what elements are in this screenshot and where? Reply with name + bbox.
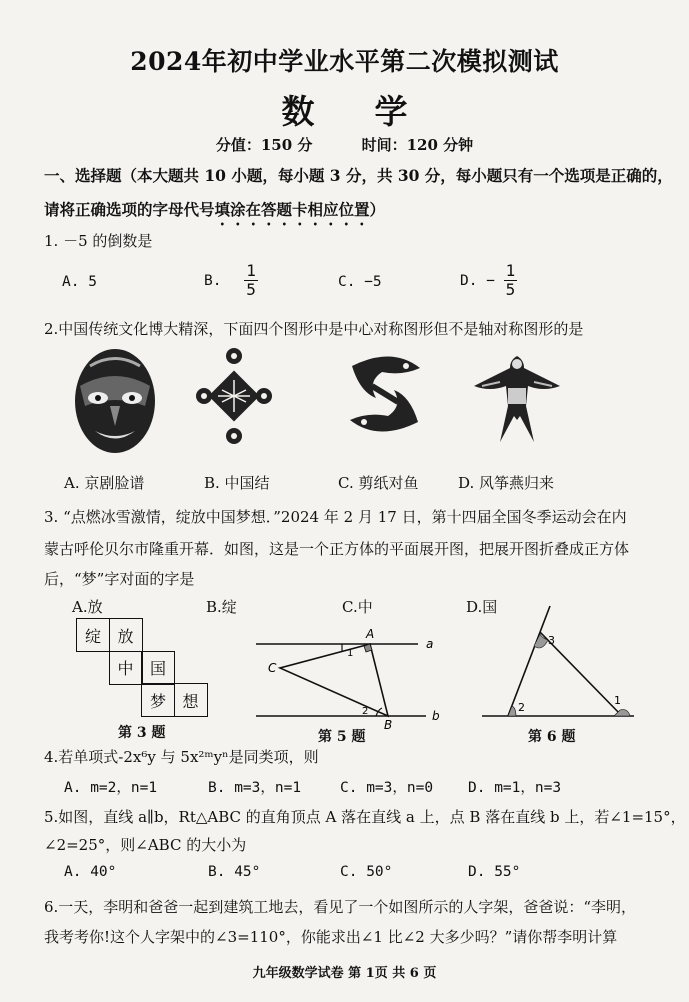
net-cell-fang: 放 xyxy=(109,618,143,652)
q3-option-c: C.中 xyxy=(342,598,373,616)
q2-option-a: A. 京剧脸谱 xyxy=(64,474,145,492)
q1-option-a: A. 5 xyxy=(62,274,97,290)
section-heading-dotted: 填涂在答题卡相应位置 xyxy=(214,200,370,219)
q2-option-d: D. 风筝燕归来 xyxy=(458,474,555,492)
fig6-diagram xyxy=(478,604,648,722)
q5-option-a: A. 40° xyxy=(64,864,117,880)
q4-option-c: C. m=3，n=0 xyxy=(340,780,434,796)
q1-option-b-numerator: 1 xyxy=(246,261,256,280)
fig5-label-B: B xyxy=(384,718,393,732)
page-footer: 九年级数学试卷 第 1页 共 6 页 xyxy=(252,966,437,981)
paper-cut-fish-image xyxy=(342,346,428,442)
q1-option-c: C. −5 xyxy=(338,274,382,290)
q4-option-d: D. m=1，n=3 xyxy=(468,780,562,796)
q1-stem: 1. －5 的倒数是 xyxy=(44,232,153,250)
q1-option-d-fraction xyxy=(504,262,518,300)
net-cell-zhan: 绽 xyxy=(76,618,110,652)
section-heading-post: ） xyxy=(369,200,386,219)
q2-stem: 2.中国传统文化博大精深，下面四个图形中是中心对称图形但不是轴对称图形的是 xyxy=(44,320,584,338)
q5-line2: ∠2=25°，则∠ABC 的大小为 xyxy=(44,836,247,854)
q1-option-b-fraction xyxy=(244,262,258,300)
subject-title: 数学 xyxy=(281,92,468,131)
chinese-knot-image xyxy=(196,346,272,446)
net-cell-xiang: 想 xyxy=(174,683,208,717)
swallow-kite-image xyxy=(470,346,564,446)
q4-stem: 4.若单项式-2x⁶y 与 5x²ᵐyⁿ是同类项，则 xyxy=(44,748,319,766)
section-heading-pre: 请将正确选项的字母代号 xyxy=(44,200,215,219)
net-cell-zhong: 中 xyxy=(109,651,143,685)
q3-line2: 蒙古呼伦贝尔市隆重开幕．如图，这是一个正方体的平面展开图，把展开图折叠成正方体 xyxy=(44,540,630,558)
time-label: 时间：120 分钟 xyxy=(361,136,474,154)
exam-title: 2024年初中学业水平第二次模拟测试 xyxy=(130,47,559,76)
q1-option-d-denominator: 5 xyxy=(505,280,516,300)
score-label: 分值：150 分 xyxy=(215,136,313,154)
q3-option-d: D.国 xyxy=(466,598,498,616)
net-cell-meng: 梦 xyxy=(141,683,175,717)
fig5-diagram xyxy=(250,622,450,732)
fig3-caption: 第 3 题 xyxy=(118,725,166,741)
q1-option-d-numerator: 1 xyxy=(505,261,516,280)
fig6-caption: 第 6 题 xyxy=(528,729,576,745)
section-heading-line1: 一、选择题（本大题共 10 小题，每小题 3 分，共 30 分，每小题只有一个选项是正确的， xyxy=(44,166,673,185)
exam-meta xyxy=(0,134,689,155)
q2-option-b: B. 中国结 xyxy=(204,474,270,492)
q1-option-d-prefix: D. − xyxy=(460,272,495,289)
fig5-label-C: C xyxy=(268,661,277,675)
fig6-label-2: 2 xyxy=(518,701,525,714)
q6-line2: 我考考你!这个人字架中的∠3=110°，你能求出∠1 比∠2 大多少吗？”请你帮李明计算 xyxy=(44,928,618,946)
q5-option-c: C. 50° xyxy=(340,864,393,880)
q3-line1: 3. “点燃冰雪激情，绽放中国梦想．”2024 年 2 月 17 日，第十四届全国冬季运动会在内 xyxy=(44,508,627,526)
q5-option-d: D. 55° xyxy=(468,864,521,880)
section-heading-line2 xyxy=(44,198,385,229)
fig5-label-2: 2 xyxy=(362,706,369,717)
q3-line3: 后，“梦”字对面的字是 xyxy=(44,570,195,588)
q2-option-c: C. 剪纸对鱼 xyxy=(338,474,419,492)
q3-option-a: A.放 xyxy=(72,598,103,616)
fig5-label-a: a xyxy=(426,637,434,651)
q4-option-a: A. m=2，n=1 xyxy=(64,780,158,796)
q1-option-b-denominator: 5 xyxy=(246,280,256,300)
fig5-label-b: b xyxy=(432,709,440,723)
opera-mask-image xyxy=(70,346,160,456)
q3-option-b: B.绽 xyxy=(206,598,237,616)
fig5-label-1: 1 xyxy=(347,648,354,659)
q1-option-b xyxy=(204,262,258,300)
q6-line1: 6.一天，李明和爸爸一起到建筑工地去，看见了一个如图所示的人字架，爸爸说：“李明， xyxy=(44,898,636,916)
fig5-caption: 第 5 题 xyxy=(318,729,366,745)
q4-option-b: B. m=3，n=1 xyxy=(208,780,302,796)
q5-line1: 5.如图，直线 a∥b，Rt△ABC 的直角顶点 A 落在直线 a 上，点 B 落在直线 b 上，若∠1=15°， xyxy=(44,808,686,826)
fig6-label-3: 3 xyxy=(548,634,555,647)
q1-option-b-prefix: B. xyxy=(204,272,222,289)
fig5-label-A: A xyxy=(366,627,375,641)
q1-option-d xyxy=(460,262,517,300)
q5-option-b: B. 45° xyxy=(208,864,261,880)
fig6-label-1: 1 xyxy=(614,694,621,707)
net-cell-guo: 国 xyxy=(141,651,175,685)
